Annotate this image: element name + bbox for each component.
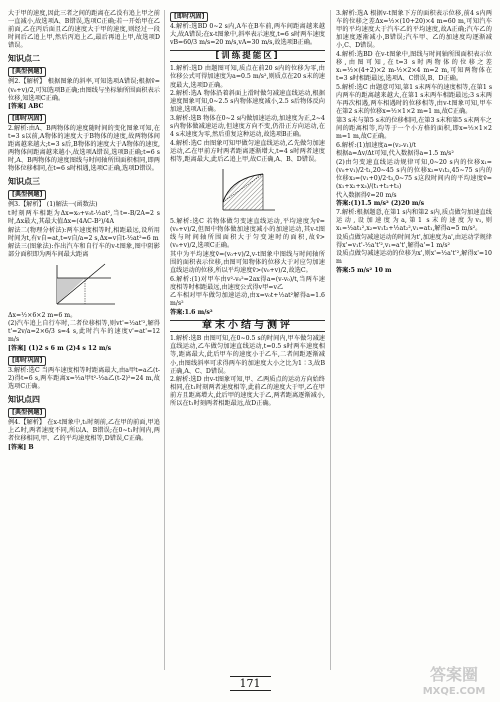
solution-6: 6.解析:(1)对甲车由v²-v₀²=2ax得a=(v-v₀)/t,当两车速度相等时相距最远,由速度公式得v甲=v乙: [170, 275, 325, 291]
example-tag: [典型例题]: [8, 190, 46, 200]
answer-3: [答案] (1)2 s 6 m (2)4 s 12 m/s: [8, 344, 112, 352]
example-3-e: (2)汽车追上自行车时,二者位移相等,则vt'=½at'²,解得t'=2v/a=2×6/3 s=4 s,此时汽车的速度v'=at'=12 m/s: [8, 320, 160, 344]
summary-solution-6-c: (2)由匀变速直线运动规律可知,0~20 s内的位移x₁=(v₀+v₁)/2·t₁,20~45 s内的位移x₂=v₁t₂,45~75 s内的位移x₃=(v₁+0)/2·t₃,0~75 s这段时间内的平均速度v̄=(x₁+x₂+x₃)/(t₁+t₂+t₃): [336, 158, 492, 190]
solution-1: 1.解析:选D 由题图可知,质点在前20 s内的位移为零,由位移公式可得加速度为a=0.5 m/s²,则质点在20 s末的速度最大,选项D正确。: [170, 65, 325, 89]
chapter-summary-banner: 章末小结与测评: [170, 320, 325, 332]
watermark-logo: [412, 660, 496, 698]
answer-summary-6: 答案:(1)1.5 m/s² (2)20 m/s: [336, 200, 425, 208]
answer-summary-7: 答案:5 m/s² 10 m: [336, 266, 392, 274]
example-tag: [典型例题]: [8, 408, 46, 418]
curve-area-figure: [217, 166, 279, 216]
solution-4b: 4.解析:选C 由图象可知甲做匀速直线运动,乙先做匀加速运动,乙在甲前方时两者距离逐渐增大,t=4 s时两者速度相等,距离最大,此后乙追上甲,故C正确,A、B、D错误。: [170, 139, 325, 163]
example-3-head: 例3.【解析】 (1)解法一(函数法): [8, 201, 98, 209]
training-banner: [训练提能区]: [170, 50, 325, 62]
solution-3: 3.解析:选B 物体在0~2 s内做加速运动,加速度为正,2~4 s内物体做减速运动,但速度方向不变,仍沿正方向运动,在4 s末速度为零,然后重复这种运动,故选项B正确。: [170, 114, 325, 139]
intro-paragraph: 大于甲的速度,因此三者之间的距离在乙没有追上甲之前一直减小,故选项A、B错误,选项C正确;若一开始甲在乙前面,乙在丙后面且乙的速度大于甲的速度,则经过一段时间后乙追上甲,然后丙追上乙,最后再追上甲,故选项D错误。: [8, 10, 160, 50]
summary-solution-7-c: 设质点做匀减速运动的位移为x',则x'=½a't'²,解得x'=10 m: [336, 250, 492, 266]
summary-solution-5: 5.解析:选C 由题意可知,第1 s末两车的速度相等,在第1 s内两车的距离越来越大,在第1 s末两车相距最远;3 s末两车再次相遇,两车相遇时的位移相等,由v-t图象可知,甲车在第2 s末的位移x=½×1×2 m=1 m,故C正确。: [336, 83, 492, 116]
column-divider: [330, 10, 331, 670]
answer-2: [答案] ABC: [8, 103, 44, 111]
summary-solution-4: 4.解析:选BD 在v-t图象中,图线与时间轴所围面积表示位移,由图可知,在t=3 s时两物体的位移之差x₁=½×(4+2)×2 m-½×2×4 m=2 m,可知两物体在t=3 s时相距最远,选项A、C错误,B、D正确。: [336, 50, 492, 83]
column-middle: [170, 10, 325, 409]
solution-2: 2.解析:选A 物体沿着斜面上滑时做匀减速直线运动,根据速度图象可知,0~2.5 s内物体速度减小,2.5 s后物体反向加速,选项A正确。: [170, 90, 325, 114]
answer-4: [答案] B: [8, 443, 34, 451]
example-3-d: Δx=½×6×2 m=6 m。: [8, 311, 77, 319]
practice-tag: [即时巩固]: [8, 356, 46, 366]
vt-graph-figure: [49, 262, 119, 310]
example-3-c: 解法三(图象法):作出汽车和自行车的v-t图象,图中阴影部分面积即为两车间最大距离: [8, 243, 160, 259]
example-3-b: 解法二(物理分析法):两车速度相等时,相距最远,设所用时间为t,有v自=at,t=v自/a=2 s,Δx=v自t-½at²=6 m: [8, 226, 160, 242]
summary-solution-6-d: 代入数据得v̄=20 m/s: [336, 191, 397, 199]
solution-5-cont: 其中为平均速度v̄=(v₀+v)/2,v-t图象中图线与时间轴所围的面积表示位移,由图可知物体的位移大于对应匀加速直线运动的位移,所以平均速度v̄>(v₀+v)/2,故选C。: [170, 250, 325, 275]
section-title-4: 知识点四: [8, 394, 40, 404]
summary-solution-5-cont: 第3 s末与第5 s末的位移相同,在第3 s末和第5 s末两车之间的距离相等,均等于一个小方格的面积,即x=½×1×2 m=1 m,故C正确。: [336, 116, 492, 140]
example-tag: [典型例题]: [8, 67, 46, 77]
example-4: 例4.【解析】 在x-t图象中,t₁时刻前,乙在甲的前面,甲追上乙时,两者速度不同,所以A、B错误;在0~t₁时间内,两者位移相同,甲、乙的平均速度相等,D错误,C正确。: [8, 418, 160, 442]
summary-solution-3: 3.解析:选A 根据v-t图象下方的面积表示位移,前4 s内两车的位移之差Δx=½×(10+20)×4 m=60 m,可知汽车甲的平均速度大于汽车乙的平均速度,故A正确;汽车乙的加速度逐渐减小,B错误;汽车甲、乙的加速度均逐渐减小,C、D错误。: [336, 10, 492, 50]
summary-solution-6: 6.解析:(1)加速度a=(v₂-v₁)/t: [336, 141, 417, 149]
answer-6: 答案:1.6 m/s²: [170, 309, 213, 317]
column-right: [336, 10, 492, 276]
summary-solution-2: 2.解析:选D 由v-t图象可知,甲、乙两质点的运动方向始终相同,在t₁时刻两者速度相等,此前乙的速度大于甲,乙在甲前方且距离增大,此后甲的速度大于乙,两者距离逐渐减小,所以在t₁时刻两者相距最远,故D正确。: [170, 376, 325, 408]
practice-tag: [即时巩固]: [8, 114, 46, 124]
example-2: 例2.【解析】 根据图象的斜率,可知选项A错误;根据v̄=(v₀+v)/2,可知选项B正确;由图线与坐标轴所围面积表示位移,知选项C正确。: [8, 78, 160, 102]
column-left: [8, 10, 160, 452]
summary-solution-7: 7.解析:根据题意,在第1 s内和第2 s内,质点做匀加速直线运动,设加速度为a,第1 s末的速度为v₁,则x₁=½at₁²,x₂=v₁t₂+½at₂²,v₁=at₁,解得a=5 m/s²。: [336, 208, 492, 232]
practice-3: 3.解析:选C 当两车速度相等时距离最大,由a甲t=a乙(t-2)得t=6 s,两车距离x=½a甲t²-½a乙(t-2)²=24 m,故选项C正确。: [8, 366, 160, 390]
section-title-2: 知识点二: [8, 54, 40, 64]
watermark-bottom: MXQE.COM: [422, 686, 486, 697]
summary-solution-7-b: 设质点做匀减速运动的时间为t',加速度为a',由运动学规律得x'=v₁t'-½a't'²,v₁=a't',解得a'=1 m/s²: [336, 233, 492, 249]
practice-tag: [即时巩固]: [170, 12, 208, 22]
solution-4: 4.解析:选BD 0~2 s内,A车在B车前,两车间距离越来越大,故A错误;在x-t图象中,斜率表示速度,t=6 s时两车速度vB=60/3 m/s=20 m/s,vA=30 m/s,故选项B正确。: [170, 23, 325, 47]
section-title-3: 知识点三: [8, 177, 40, 187]
summary-solution-6-b: 根据a=Δv/Δt可知,代入数据得a=1.5 m/s²: [336, 150, 454, 158]
example-3-a: t时刻两车相距为Δx=x₀+v₀t-½at²,当t=-B/2A=2 s时,Δx最大,其最大值Δx=(4AC-B²)/4A: [8, 210, 160, 226]
column-divider: [164, 10, 165, 670]
summary-solution-1: 1.解析:选B 由图可知,在0~0.5 s的时间内,甲车做匀减速直线运动,乙车做匀加速直线运动,t=0.5 s时两车速度相等,距离最大,此后甲车的速度小于乙车,二者间距逐渐减小,由图线斜率可求得两车的加速度大小之比为1∶3,故B正确,A、C、D错误。: [170, 335, 325, 375]
watermark-top: 答案圈: [429, 665, 479, 684]
solution-5: 5.解析:选C 若物体做匀变速直线运动,平均速度为v̄=(v₀+v)/2,但图中物体做加速度减小的加速运动,其v-t图线与时间轴所围面积大于匀变速时的面积,故v̄>(v₀+v)/2,选项C正确。: [170, 218, 325, 250]
page-number-text: 171: [230, 676, 271, 691]
solution-6-cont: 乙车相对甲车做匀加速运动,由x=v₀t+½at²解得a=1.6 m/s²: [170, 292, 325, 308]
watermark-stamp-icon: [412, 660, 496, 698]
practice-2: 2.解析:由A、B两物体的速度随时间的变化图象可知,在t=3 s以前,A物体的速度大于B物体的速度,故两物体间距离越来越大;t=3 s后,B物体的速度大于A物体的速度,两物体间距离越来越小,故选项A错误,选项B正确;t=6 s时,A、B两物体的速度图线与时间轴所围面积相同,即两物体位移相同,在t=6 s时相遇,选项C正确,选项D错误。: [8, 124, 160, 173]
